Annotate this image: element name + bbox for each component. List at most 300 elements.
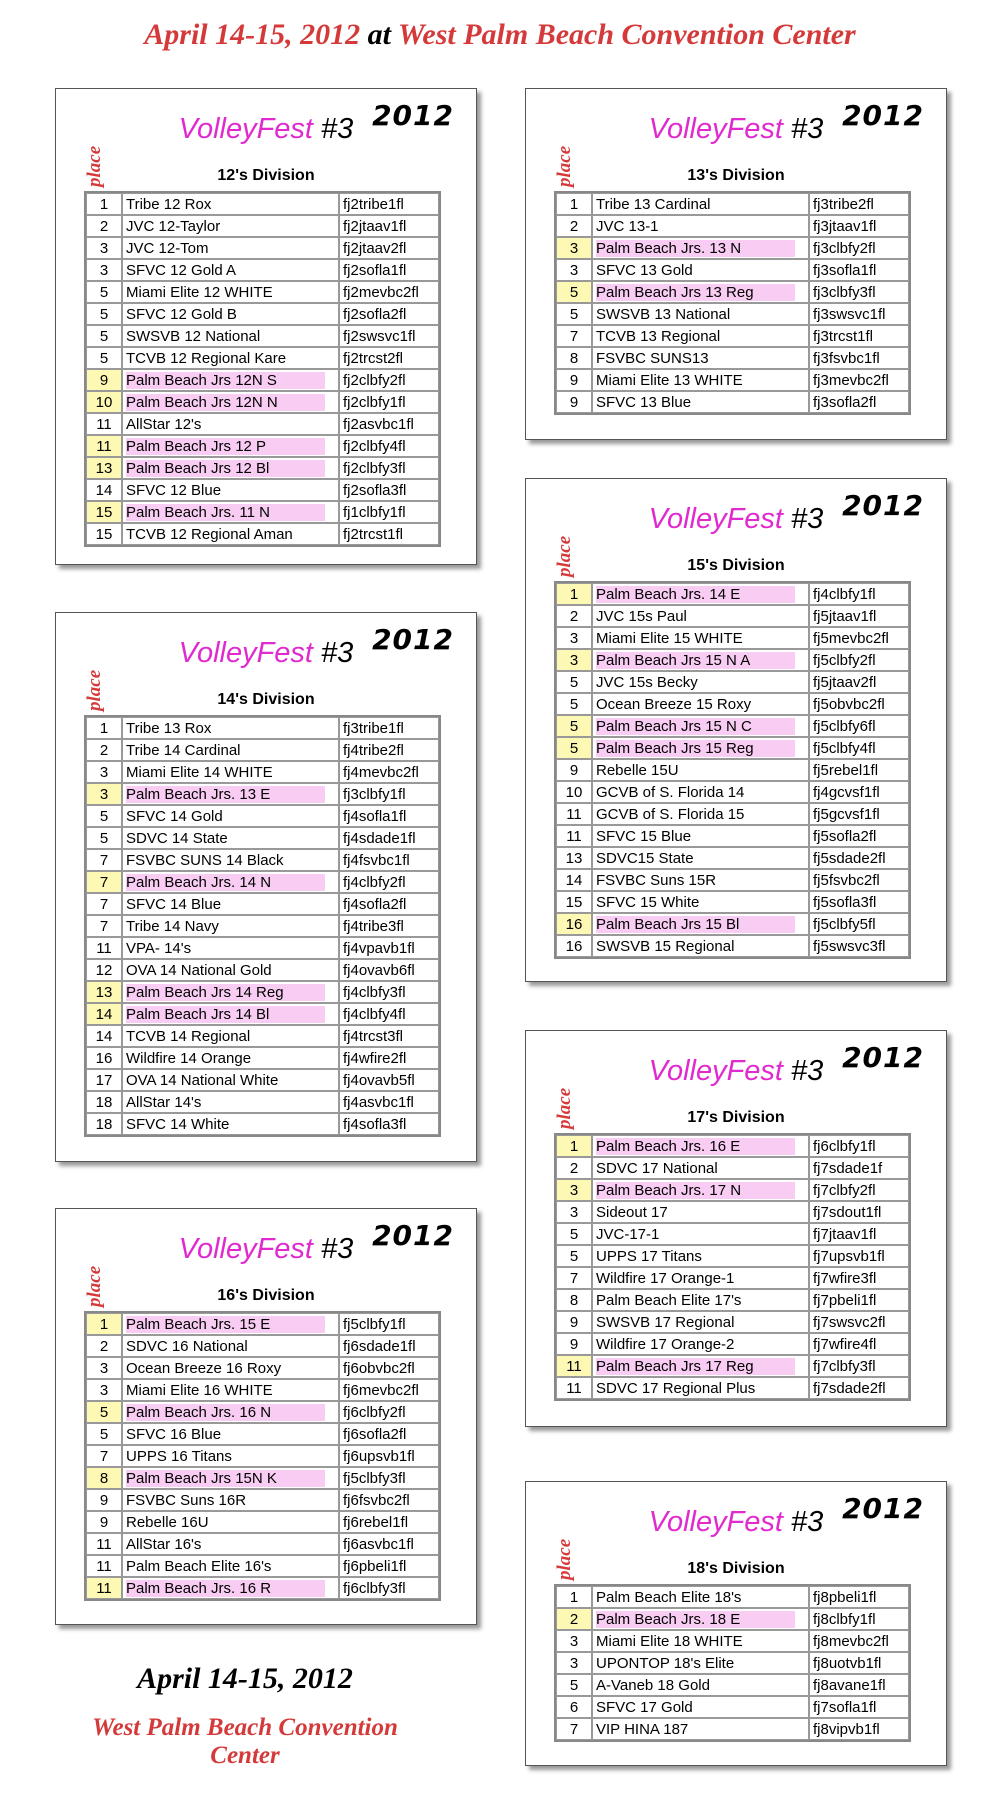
code-cell: fj7sofla1fl [809, 1696, 909, 1718]
team-cell [122, 369, 339, 391]
event-title [56, 637, 476, 670]
code-cell: fj2swsvc1fl [339, 325, 439, 347]
team-cell [122, 523, 339, 545]
place-cell: 3 [86, 1357, 122, 1379]
event-title [56, 113, 476, 146]
table-row [86, 739, 439, 761]
team-cell [122, 391, 339, 413]
team-name: JVC 15s Becky [596, 673, 698, 691]
table-row [556, 1135, 909, 1157]
team-name: SFVC 16 Blue [126, 1425, 222, 1443]
code-cell: fj6sdade1fl [339, 1335, 439, 1357]
code-cell: fj6clbfy2fl [339, 1401, 439, 1423]
team-name: Palm Beach Jrs 13 Reg [596, 284, 795, 301]
code-cell: fj6clbfy1fl [809, 1135, 909, 1157]
table-row [86, 1047, 439, 1069]
table-row [556, 281, 909, 303]
table-row [86, 259, 439, 281]
event-number: #3 [791, 1506, 824, 1538]
place-cell: 2 [86, 1335, 122, 1357]
table-row [556, 1311, 909, 1333]
team-name: Miami Elite 14 WHITE [126, 763, 273, 781]
team-cell [592, 1608, 809, 1630]
place-cell: 8 [556, 347, 592, 369]
place-cell: 5 [556, 1245, 592, 1267]
place-cell: 9 [86, 369, 122, 391]
table-row [556, 259, 909, 281]
team-name: Wildfire 14 Orange [126, 1049, 252, 1067]
place-cell: 9 [86, 1489, 122, 1511]
results-table [554, 1133, 911, 1401]
team-name: Miami Elite 15 WHITE [596, 629, 743, 647]
code-cell: fj5clbfy5fl [809, 913, 909, 935]
code-cell: fj3tribe2fl [809, 193, 909, 215]
table-row [86, 215, 439, 237]
table-row [556, 825, 909, 847]
team-cell [122, 871, 339, 893]
place-cell: 7 [86, 1445, 122, 1467]
code-cell: fj7wfire3fl [809, 1267, 909, 1289]
place-cell: 9 [556, 391, 592, 413]
place-cell: 5 [556, 715, 592, 737]
place-cell: 18 [86, 1113, 122, 1135]
team-name: OVA 14 National White [126, 1071, 279, 1089]
team-name: Palm Beach Jrs 15N K [126, 1470, 325, 1487]
team-name: JVC 12-Tom [126, 239, 209, 257]
team-cell [592, 1696, 809, 1718]
team-name: Wildfire 17 Orange-1 [596, 1269, 735, 1287]
place-cell: 7 [556, 1267, 592, 1289]
place-cell: 2 [86, 739, 122, 761]
table-row [86, 391, 439, 413]
team-name: JVC 15s Paul [596, 607, 687, 625]
team-name: GCVB of S. Florida 14 [596, 783, 745, 801]
team-name: Tribe 12 Rox [126, 195, 212, 213]
code-cell: fj7sdade2fl [809, 1377, 909, 1399]
table-row [556, 325, 909, 347]
team-cell [592, 1333, 809, 1355]
place-cell: 3 [556, 649, 592, 671]
team-name: FSVBC Suns 16R [126, 1491, 247, 1509]
event-number: #3 [791, 113, 824, 145]
code-cell: fj7wfire4fl [809, 1333, 909, 1355]
code-cell: fj2trcst2fl [339, 347, 439, 369]
code-cell: fj4clbfy2fl [339, 871, 439, 893]
team-cell [122, 413, 339, 435]
team-name: UPPS 16 Titans [126, 1447, 232, 1465]
place-label: place [554, 535, 575, 577]
place-label: place [554, 1538, 575, 1580]
team-name: Palm Beach Jrs. 11 N [126, 504, 325, 521]
team-cell [592, 369, 809, 391]
team-cell [122, 739, 339, 761]
team-name: Palm Beach Elite 18's [596, 1588, 742, 1606]
team-cell [592, 1245, 809, 1267]
results-table [84, 191, 441, 547]
place-cell: 16 [556, 935, 592, 957]
header-at: at [367, 18, 391, 51]
place-cell: 3 [556, 259, 592, 281]
place-cell: 7 [556, 1718, 592, 1740]
team-name: Tribe 13 Rox [126, 719, 212, 737]
code-cell: fj6mevbc2fl [339, 1379, 439, 1401]
code-cell: fj4asvbc1fl [339, 1091, 439, 1113]
table-row [86, 1335, 439, 1357]
table-row [86, 281, 439, 303]
place-cell: 5 [86, 325, 122, 347]
table-row [556, 303, 909, 325]
place-cell: 1 [556, 1135, 592, 1157]
team-cell [122, 1445, 339, 1467]
division-card [55, 612, 477, 1162]
division-title: 18's Division [687, 1560, 785, 1577]
team-cell [592, 935, 809, 957]
team-cell [592, 1674, 809, 1696]
table-row [556, 847, 909, 869]
team-cell [122, 959, 339, 981]
code-cell: fj4clbfy3fl [339, 981, 439, 1003]
place-cell: 3 [86, 783, 122, 805]
table-row [556, 1223, 909, 1245]
code-cell: fj6asvbc1fl [339, 1533, 439, 1555]
team-cell [592, 1355, 809, 1377]
team-cell [592, 913, 809, 935]
header-date: April 14-15, 2012 [144, 18, 361, 51]
table-row [86, 937, 439, 959]
place-cell: 8 [86, 1467, 122, 1489]
team-cell [122, 717, 339, 739]
place-cell: 5 [86, 827, 122, 849]
code-cell: fj3fsvbc1fl [809, 347, 909, 369]
team-name: Miami Elite 16 WHITE [126, 1381, 273, 1399]
team-name: Ocean Breeze 16 Roxy [126, 1359, 282, 1377]
code-cell: fj4vpavb1fl [339, 937, 439, 959]
team-cell [592, 759, 809, 781]
table-row [556, 869, 909, 891]
place-cell: 13 [556, 847, 592, 869]
place-cell: 5 [556, 693, 592, 715]
place-cell: 5 [556, 671, 592, 693]
code-cell: fj5mevbc2fl [809, 627, 909, 649]
code-cell: fj8mevbc2fl [809, 1630, 909, 1652]
footer-date: April 14-15, 2012 [137, 1662, 353, 1695]
team-cell [592, 627, 809, 649]
table-row [556, 237, 909, 259]
table-row [556, 671, 909, 693]
team-name: SFVC 13 Blue [596, 393, 692, 411]
place-cell: 3 [86, 761, 122, 783]
team-name: FSVBC SUNS13 [596, 349, 709, 367]
team-cell [592, 671, 809, 693]
place-cell: 16 [86, 1047, 122, 1069]
code-cell: fj8uotvb1fl [809, 1652, 909, 1674]
table-row [86, 981, 439, 1003]
event-number: #3 [321, 637, 354, 669]
team-cell [122, 457, 339, 479]
table-row [86, 1025, 439, 1047]
team-cell [592, 1630, 809, 1652]
team-cell [592, 649, 809, 671]
team-name: Miami Elite 12 WHITE [126, 283, 273, 301]
team-cell [592, 391, 809, 413]
table-row [556, 1355, 909, 1377]
place-cell: 1 [556, 193, 592, 215]
place-cell: 9 [556, 759, 592, 781]
division-card [525, 1030, 947, 1427]
code-cell: fj5obvbc2fl [809, 693, 909, 715]
team-cell [592, 259, 809, 281]
code-cell: fj3clbfy1fl [339, 783, 439, 805]
event-name: VolleyFest [178, 113, 313, 145]
team-name: SFVC 13 Gold [596, 261, 693, 279]
team-cell [592, 1157, 809, 1179]
team-name: SDVC15 State [596, 849, 694, 867]
place-cell: 7 [86, 871, 122, 893]
table-row [556, 1245, 909, 1267]
team-name: VPA- 14's [126, 939, 192, 957]
team-cell [122, 1335, 339, 1357]
team-name: SWSVB 13 National [596, 305, 731, 323]
place-cell: 3 [556, 1179, 592, 1201]
event-title [56, 1233, 476, 1266]
code-cell: fj7swsvc2fl [809, 1311, 909, 1333]
place-cell: 8 [556, 1289, 592, 1311]
table-row [556, 627, 909, 649]
table-row [86, 849, 439, 871]
code-cell: fj6rebel1fl [339, 1511, 439, 1533]
table-row [86, 717, 439, 739]
team-name: AllStar 16's [126, 1535, 202, 1553]
team-name: JVC 13-1 [596, 217, 659, 235]
event-number: #3 [791, 1055, 824, 1087]
place-cell: 7 [86, 849, 122, 871]
place-cell: 1 [556, 583, 592, 605]
place-label: place [84, 1265, 105, 1307]
table-row [556, 1377, 909, 1399]
place-cell: 14 [86, 479, 122, 501]
table-row [556, 891, 909, 913]
team-cell [592, 237, 809, 259]
division-card [55, 88, 477, 565]
place-cell: 5 [556, 1674, 592, 1696]
team-name: Rebelle 15U [596, 761, 679, 779]
header-venue: West Palm Beach Convention Center [397, 18, 856, 51]
team-name: OVA 14 National Gold [126, 961, 272, 979]
table-row [556, 193, 909, 215]
table-row [86, 457, 439, 479]
place-cell: 7 [86, 915, 122, 937]
code-cell: fj4ovavb5fl [339, 1069, 439, 1091]
table-row [86, 959, 439, 981]
table-row [86, 1379, 439, 1401]
team-name: Palm Beach Jrs. 16 R [126, 1580, 325, 1597]
place-cell: 3 [556, 237, 592, 259]
team-name: A-Vaneb 18 Gold [596, 1676, 710, 1694]
results-table [554, 1584, 911, 1742]
place-label: place [554, 1087, 575, 1129]
code-cell: fj4clbfy4fl [339, 1003, 439, 1025]
team-name: Palm Beach Jrs. 13 N [596, 240, 795, 257]
code-cell: fj5sofla3fl [809, 891, 909, 913]
table-row [86, 193, 439, 215]
team-name: FSVBC Suns 15R [596, 871, 717, 889]
team-name: TCVB 13 Regional [596, 327, 721, 345]
table-row [86, 347, 439, 369]
table-row [86, 1313, 439, 1335]
team-name: Palm Beach Jrs 12 P [126, 438, 325, 455]
code-cell: fj2sofla2fl [339, 303, 439, 325]
place-cell: 2 [86, 215, 122, 237]
code-cell: fj2clbfy2fl [339, 369, 439, 391]
division-title: 16's Division [217, 1287, 315, 1304]
table-row [556, 781, 909, 803]
table-row [556, 1586, 909, 1608]
code-cell: fj4tribe3fl [339, 915, 439, 937]
team-cell [122, 237, 339, 259]
place-cell: 5 [86, 347, 122, 369]
place-cell: 5 [86, 281, 122, 303]
table-row [556, 1718, 909, 1740]
event-title [526, 113, 946, 146]
team-cell [122, 215, 339, 237]
code-cell: fj4tribe2fl [339, 739, 439, 761]
code-cell: fj4gcvsf1fl [809, 781, 909, 803]
team-cell [122, 1069, 339, 1091]
card-year: 2012 [842, 99, 924, 132]
place-cell: 11 [86, 1555, 122, 1577]
team-name: Palm Beach Jrs 12N N [126, 394, 325, 411]
code-cell: fj4sofla3fl [339, 1113, 439, 1135]
code-cell: fj5clbfy4fl [809, 737, 909, 759]
team-name: Tribe 13 Cardinal [596, 195, 711, 213]
table-row [86, 827, 439, 849]
place-cell: 5 [556, 1223, 592, 1245]
team-cell [122, 1467, 339, 1489]
table-row [86, 1091, 439, 1113]
place-cell: 3 [86, 237, 122, 259]
place-cell: 6 [556, 1696, 592, 1718]
team-cell [592, 715, 809, 737]
team-cell [592, 303, 809, 325]
code-cell: fj5rebel1fl [809, 759, 909, 781]
code-cell: fj4clbfy1fl [809, 583, 909, 605]
place-cell: 3 [556, 1201, 592, 1223]
table-row [556, 913, 909, 935]
team-name: Palm Beach Jrs 12N S [126, 372, 325, 389]
division-card [525, 478, 947, 982]
table-row [556, 605, 909, 627]
table-row [86, 1577, 439, 1599]
place-cell: 1 [556, 1586, 592, 1608]
team-cell [592, 1267, 809, 1289]
team-cell [122, 1577, 339, 1599]
team-cell [592, 825, 809, 847]
team-name: Sideout 17 [596, 1203, 668, 1221]
place-cell: 18 [86, 1091, 122, 1113]
place-cell: 9 [86, 1511, 122, 1533]
code-cell: fj5sdade2fl [809, 847, 909, 869]
team-cell [122, 1003, 339, 1025]
place-cell: 17 [86, 1069, 122, 1091]
division-title: 17's Division [687, 1109, 785, 1126]
team-cell [592, 891, 809, 913]
table-row [86, 805, 439, 827]
table-row [86, 501, 439, 523]
code-cell: fj8vipvb1fl [809, 1718, 909, 1740]
team-name: SDVC 17 National [596, 1159, 718, 1177]
place-cell: 3 [86, 1379, 122, 1401]
table-row [86, 237, 439, 259]
team-name: Palm Beach Jrs. 17 N [596, 1182, 795, 1199]
place-cell: 3 [556, 627, 592, 649]
table-row [556, 1608, 909, 1630]
table-row [86, 783, 439, 805]
place-cell: 5 [86, 805, 122, 827]
team-name: Palm Beach Jrs. 15 E [126, 1316, 325, 1333]
place-cell: 9 [556, 1333, 592, 1355]
team-name: UPONTOP 18's Elite [596, 1654, 735, 1672]
team-name: FSVBC SUNS 14 Black [126, 851, 284, 869]
team-cell [122, 435, 339, 457]
team-name: Tribe 14 Navy [126, 917, 219, 935]
code-cell: fj5swsvc3fl [809, 935, 909, 957]
code-cell: fj2clbfy4fl [339, 435, 439, 457]
place-cell: 5 [86, 303, 122, 325]
code-cell: fj5clbfy1fl [339, 1313, 439, 1335]
code-cell: fj3clbfy2fl [809, 237, 909, 259]
team-name: SFVC 15 White [596, 893, 700, 911]
table-row [556, 715, 909, 737]
code-cell: fj6pbeli1fl [339, 1555, 439, 1577]
code-cell: fj5jtaav1fl [809, 605, 909, 627]
team-name: Palm Beach Jrs. 14 N [126, 874, 325, 891]
results-table [84, 715, 441, 1137]
team-name: Palm Beach Jrs. 13 E [126, 786, 325, 803]
place-cell: 10 [556, 781, 592, 803]
place-cell: 5 [556, 303, 592, 325]
place-cell: 7 [556, 325, 592, 347]
place-cell: 2 [556, 1157, 592, 1179]
code-cell: fj4trcst3fl [339, 1025, 439, 1047]
code-cell: fj3clbfy3fl [809, 281, 909, 303]
code-cell: fj5clbfy2fl [809, 649, 909, 671]
team-name: Rebelle 16U [126, 1513, 209, 1531]
place-label: place [84, 145, 105, 187]
team-cell [592, 1223, 809, 1245]
place-cell: 14 [86, 1003, 122, 1025]
team-name: SFVC 14 Gold [126, 807, 223, 825]
division-card [55, 1208, 477, 1625]
team-cell [592, 1718, 809, 1740]
table-row [86, 1401, 439, 1423]
table-row [86, 915, 439, 937]
team-name: VIP HINA 187 [596, 1720, 689, 1738]
code-cell: fj4sofla2fl [339, 893, 439, 915]
team-cell [592, 1586, 809, 1608]
place-cell: 3 [86, 259, 122, 281]
event-name: VolleyFest [648, 503, 783, 535]
table-row [86, 761, 439, 783]
team-name: Palm Beach Jrs 15 Bl [596, 916, 795, 933]
place-label: place [554, 145, 575, 187]
team-cell [592, 1179, 809, 1201]
event-title [526, 503, 946, 536]
team-cell [592, 781, 809, 803]
team-name: GCVB of S. Florida 15 [596, 805, 745, 823]
table-row [86, 1445, 439, 1467]
place-cell: 1 [86, 717, 122, 739]
code-cell: fj5clbfy6fl [809, 715, 909, 737]
